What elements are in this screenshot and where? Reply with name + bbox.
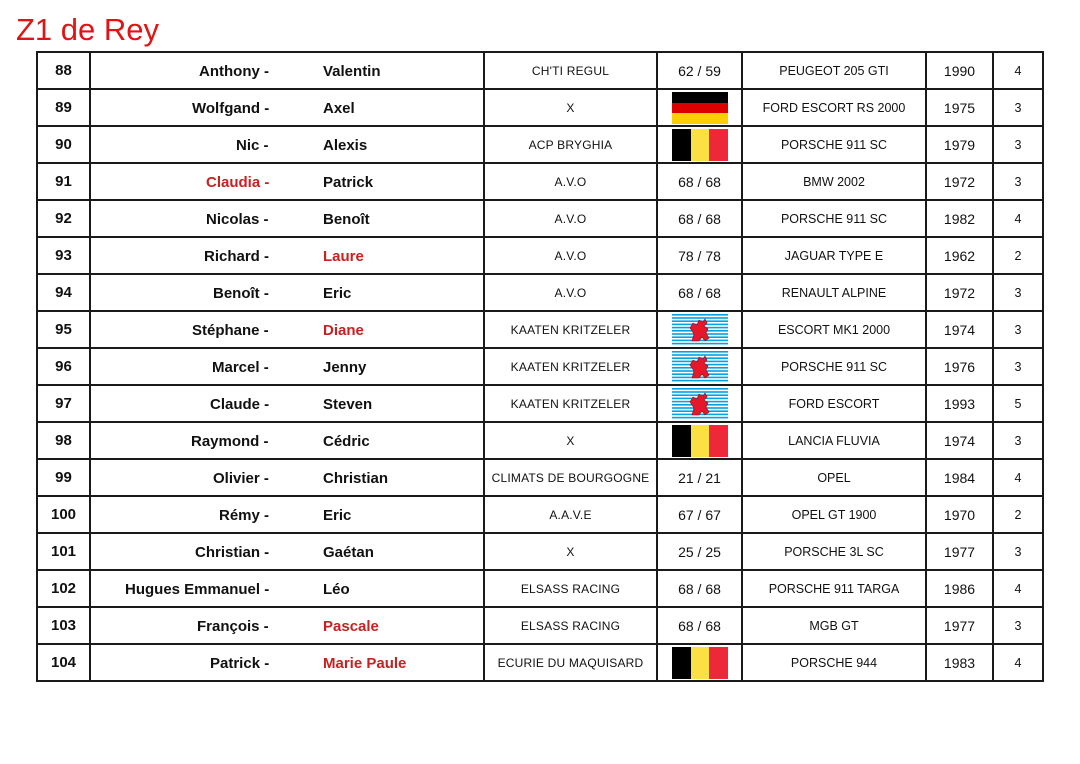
points-cell xyxy=(657,274,742,311)
class-number: 3 xyxy=(993,89,1043,126)
crew-names xyxy=(90,459,484,496)
table-row xyxy=(37,496,1043,533)
team-name: ACP BRYGHIA xyxy=(484,126,657,163)
crew-names xyxy=(90,126,484,163)
driver-name: Christian - xyxy=(195,544,270,561)
points-value: 25 / 25 xyxy=(678,543,721,560)
team-name: ELSASS RACING xyxy=(484,607,657,644)
crew-names xyxy=(90,570,484,607)
car-model: PORSCHE 911 SC xyxy=(742,126,926,163)
car-model: ESCORT MK1 2000 xyxy=(742,311,926,348)
crew-names xyxy=(90,385,484,422)
team-name: KAATEN KRITZELER xyxy=(484,311,657,348)
points-cell xyxy=(657,126,742,163)
class-number: 4 xyxy=(993,52,1043,89)
car-model: OPEL xyxy=(742,459,926,496)
table-row xyxy=(37,570,1043,607)
points-cell xyxy=(657,311,742,348)
car-year: 1962 xyxy=(926,237,993,274)
team-name: X xyxy=(484,89,657,126)
codriver-name: Jenny xyxy=(323,359,367,376)
entry-number: 93 xyxy=(37,237,90,274)
class-number: 3 xyxy=(993,274,1043,311)
points-cell xyxy=(657,200,742,237)
points-value: 68 / 68 xyxy=(678,617,721,634)
points-cell xyxy=(657,348,742,385)
codriver-name: Eric xyxy=(323,285,352,302)
car-year: 1975 xyxy=(926,89,993,126)
driver-name: Anthony - xyxy=(199,63,269,80)
entry-number: 101 xyxy=(37,533,90,570)
driver-name: Stéphane - xyxy=(192,322,269,339)
driver-name: Olivier - xyxy=(213,470,269,487)
entry-number: 97 xyxy=(37,385,90,422)
points-value: 78 / 78 xyxy=(678,247,721,264)
entry-number: 94 xyxy=(37,274,90,311)
car-year: 1986 xyxy=(926,570,993,607)
entry-list-table xyxy=(36,51,1044,682)
points-cell xyxy=(657,459,742,496)
codriver-name: Diane xyxy=(323,322,364,339)
car-model: MGB GT xyxy=(742,607,926,644)
team-name: KAATEN KRITZELER xyxy=(484,348,657,385)
car-model: PORSCHE 944 xyxy=(742,644,926,681)
car-model: OPEL GT 1900 xyxy=(742,496,926,533)
points-cell xyxy=(657,644,742,681)
table-row xyxy=(37,385,1043,422)
germany-flag-icon xyxy=(672,92,728,124)
entry-number: 88 xyxy=(37,52,90,89)
codriver-name: Gaétan xyxy=(323,544,374,561)
table-row xyxy=(37,126,1043,163)
belgium-flag-icon xyxy=(672,129,728,161)
car-year: 1982 xyxy=(926,200,993,237)
points-value: 21 / 21 xyxy=(678,469,721,486)
team-name: A.V.O xyxy=(484,274,657,311)
car-year: 1984 xyxy=(926,459,993,496)
table-row xyxy=(37,348,1043,385)
table-row xyxy=(37,274,1043,311)
crew-names xyxy=(90,422,484,459)
class-number: 2 xyxy=(993,496,1043,533)
points-value: 67 / 67 xyxy=(678,506,721,523)
codriver-name: Christian xyxy=(323,470,389,487)
driver-name: Rémy - xyxy=(219,507,270,524)
codriver-name: Léo xyxy=(323,581,350,598)
team-name: A.V.O xyxy=(484,237,657,274)
car-year: 1977 xyxy=(926,607,993,644)
crew-names xyxy=(90,89,484,126)
team-name: ECURIE DU MAQUISARD xyxy=(484,644,657,681)
codriver-name: Cédric xyxy=(323,433,370,450)
car-model: PORSCHE 911 SC xyxy=(742,200,926,237)
table-row xyxy=(37,644,1043,681)
car-year: 1972 xyxy=(926,274,993,311)
crew-names xyxy=(90,163,484,200)
entry-number: 104 xyxy=(37,644,90,681)
class-number: 4 xyxy=(993,200,1043,237)
team-name: A.A.V.E xyxy=(484,496,657,533)
points-value: 68 / 68 xyxy=(678,284,721,301)
points-value: 68 / 68 xyxy=(678,580,721,597)
table-row xyxy=(37,422,1043,459)
entry-number: 103 xyxy=(37,607,90,644)
car-model: PORSCHE 3L SC xyxy=(742,533,926,570)
luxembourg-lion-flag-icon xyxy=(672,351,728,383)
car-model: BMW 2002 xyxy=(742,163,926,200)
car-year: 1976 xyxy=(926,348,993,385)
team-name: CLIMATS DE BOURGOGNE xyxy=(484,459,657,496)
car-year: 1970 xyxy=(926,496,993,533)
table-row xyxy=(37,52,1043,89)
page-title: Z1 de Rey xyxy=(16,12,160,47)
codriver-name: Laure xyxy=(323,248,364,265)
points-cell xyxy=(657,422,742,459)
class-number: 2 xyxy=(993,237,1043,274)
class-number: 3 xyxy=(993,126,1043,163)
codriver-name: Axel xyxy=(323,100,355,117)
team-name: X xyxy=(484,422,657,459)
crew-names xyxy=(90,533,484,570)
crew-names xyxy=(90,644,484,681)
driver-name: Richard - xyxy=(204,248,270,265)
crew-names xyxy=(90,311,484,348)
car-year: 1972 xyxy=(926,163,993,200)
car-model: PORSCHE 911 TARGA xyxy=(742,570,926,607)
class-number: 3 xyxy=(993,163,1043,200)
class-number: 3 xyxy=(993,348,1043,385)
crew-names xyxy=(90,607,484,644)
luxembourg-lion-flag-icon xyxy=(672,314,728,346)
driver-name: Hugues Emmanuel - xyxy=(125,581,270,598)
car-model: PORSCHE 911 SC xyxy=(742,348,926,385)
entry-number: 98 xyxy=(37,422,90,459)
points-cell xyxy=(657,237,742,274)
team-name: A.V.O xyxy=(484,200,657,237)
car-year: 1993 xyxy=(926,385,993,422)
car-model: LANCIA FLUVIA xyxy=(742,422,926,459)
car-model: JAGUAR TYPE E xyxy=(742,237,926,274)
table-row xyxy=(37,533,1043,570)
codriver-name: Eric xyxy=(323,507,352,524)
points-cell xyxy=(657,89,742,126)
entry-number: 102 xyxy=(37,570,90,607)
points-cell xyxy=(657,163,742,200)
class-number: 3 xyxy=(993,533,1043,570)
entry-number: 90 xyxy=(37,126,90,163)
codriver-name: Benoît xyxy=(323,211,370,228)
belgium-flag-icon xyxy=(672,425,728,457)
driver-name: Claude - xyxy=(210,396,270,413)
car-year: 1990 xyxy=(926,52,993,89)
codriver-name: Patrick xyxy=(323,174,374,191)
car-model: FORD ESCORT xyxy=(742,385,926,422)
points-cell xyxy=(657,607,742,644)
codriver-name: Alexis xyxy=(323,137,368,154)
driver-name: Patrick - xyxy=(210,655,270,672)
car-model: PEUGEOT 205 GTI xyxy=(742,52,926,89)
codriver-name: Marie Paule xyxy=(323,655,407,672)
car-year: 1974 xyxy=(926,311,993,348)
points-cell xyxy=(657,533,742,570)
car-year: 1979 xyxy=(926,126,993,163)
car-model: RENAULT ALPINE xyxy=(742,274,926,311)
driver-name: Marcel - xyxy=(212,359,269,376)
class-number: 3 xyxy=(993,311,1043,348)
entry-number: 89 xyxy=(37,89,90,126)
luxembourg-lion-flag-icon xyxy=(672,388,728,420)
points-cell xyxy=(657,496,742,533)
crew-names xyxy=(90,496,484,533)
class-number: 4 xyxy=(993,644,1043,681)
driver-name: Raymond - xyxy=(191,433,269,450)
crew-names xyxy=(90,237,484,274)
table-row xyxy=(37,607,1043,644)
team-name: X xyxy=(484,533,657,570)
table-row xyxy=(37,237,1043,274)
team-name: CH'TI REGUL xyxy=(484,52,657,89)
car-year: 1974 xyxy=(926,422,993,459)
crew-names xyxy=(90,274,484,311)
codriver-name: Steven xyxy=(323,396,373,413)
entry-number: 91 xyxy=(37,163,90,200)
points-value: 68 / 68 xyxy=(678,173,721,190)
class-number: 5 xyxy=(993,385,1043,422)
points-cell xyxy=(657,570,742,607)
crew-names xyxy=(90,348,484,385)
car-year: 1983 xyxy=(926,644,993,681)
table-row xyxy=(37,200,1043,237)
table-row xyxy=(37,311,1043,348)
points-cell xyxy=(657,52,742,89)
team-name: A.V.O xyxy=(484,163,657,200)
points-value: 68 / 68 xyxy=(678,210,721,227)
entry-number: 100 xyxy=(37,496,90,533)
table-row xyxy=(37,163,1043,200)
crew-names xyxy=(90,52,484,89)
driver-name: Nicolas - xyxy=(206,211,269,228)
codriver-name: Valentin xyxy=(323,63,381,80)
entry-number: 96 xyxy=(37,348,90,385)
entry-number: 95 xyxy=(37,311,90,348)
points-cell xyxy=(657,385,742,422)
driver-name: François - xyxy=(197,618,269,635)
entry-number: 99 xyxy=(37,459,90,496)
crew-names xyxy=(90,200,484,237)
driver-name: Claudia - xyxy=(206,174,270,191)
points-value: 62 / 59 xyxy=(678,62,721,79)
team-name: KAATEN KRITZELER xyxy=(484,385,657,422)
codriver-name: Pascale xyxy=(323,618,379,635)
belgium-flag-icon xyxy=(672,647,728,679)
table-row xyxy=(37,89,1043,126)
entry-number: 92 xyxy=(37,200,90,237)
class-number: 4 xyxy=(993,570,1043,607)
driver-name: Nic - xyxy=(236,137,269,154)
team-name: ELSASS RACING xyxy=(484,570,657,607)
class-number: 3 xyxy=(993,607,1043,644)
car-model: FORD ESCORT RS 2000 xyxy=(742,89,926,126)
table-row xyxy=(37,459,1043,496)
car-year: 1977 xyxy=(926,533,993,570)
class-number: 3 xyxy=(993,422,1043,459)
class-number: 4 xyxy=(993,459,1043,496)
driver-name: Wolfgand - xyxy=(192,100,270,117)
driver-name: Benoît - xyxy=(213,285,269,302)
